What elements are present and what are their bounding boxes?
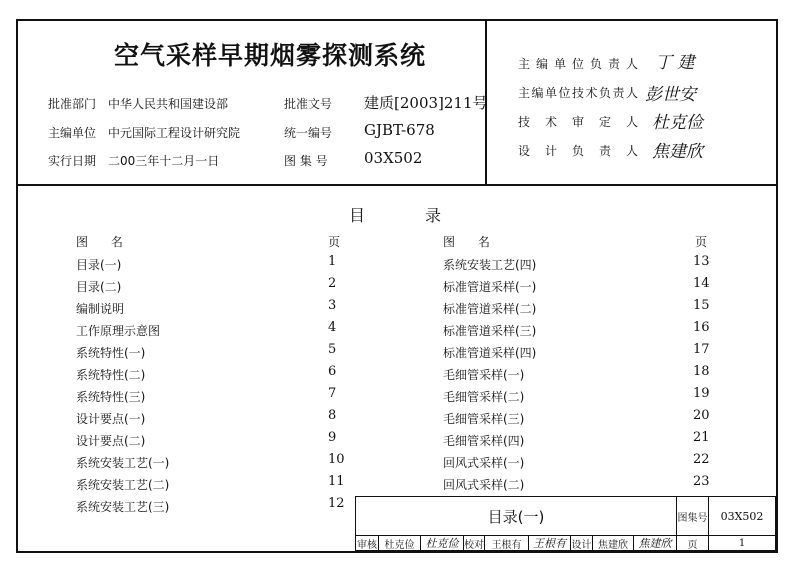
toc-entry-name: 系统特性(二) <box>76 368 146 382</box>
toc-entry-page: 22 <box>693 452 710 467</box>
toc-heading-left: 目 <box>349 206 366 225</box>
toc-entry[interactable] <box>443 474 723 496</box>
toc-entry[interactable] <box>76 342 356 364</box>
toc-entry-page: 10 <box>328 452 345 467</box>
toc-entry-page: 9 <box>328 430 337 445</box>
title-block <box>355 496 776 551</box>
page-label: 页 <box>677 536 709 550</box>
meta-value-approval-no: 建质[2003]211号 <box>364 94 488 112</box>
toc-entry[interactable] <box>443 342 723 364</box>
review-label: 审核 <box>356 536 379 550</box>
approval-row <box>356 536 775 550</box>
checker-signature: 王根有 <box>529 536 571 550</box>
meta-label-approval-dept: 批准部门 <box>48 97 97 111</box>
toc-entry[interactable] <box>443 276 723 298</box>
toc-entry[interactable] <box>443 386 723 408</box>
signature: 焦建欣 <box>652 142 703 162</box>
toc-entry[interactable] <box>443 452 723 474</box>
toc-entry[interactable] <box>76 276 356 298</box>
atlas-no-label: 图集号 <box>677 497 709 535</box>
toc-entry-name: 标准管道采样(四) <box>443 346 537 360</box>
toc-entry[interactable] <box>443 254 723 276</box>
toc-entry-name: 回风式采样(一) <box>443 456 525 470</box>
meta-value-approval-dept: 中华人民共和国建设部 <box>108 97 229 111</box>
meta-value-effective-date: 二00三年十二月一日 <box>108 154 220 168</box>
signatory-role: 技 术 审 定 人 <box>518 115 638 129</box>
meta-label-editor-unit: 主编单位 <box>48 126 97 140</box>
toc-entry-page: 16 <box>693 320 710 335</box>
toc-entry[interactable] <box>76 408 356 430</box>
design-label: 设计 <box>571 536 593 550</box>
toc-entry-name: 毛细管采样(四) <box>443 434 525 448</box>
signature: 丁 建 <box>655 53 695 73</box>
toc-entry-name: 毛细管采样(三) <box>443 412 525 426</box>
signature: 杜克俭 <box>652 113 703 133</box>
column-header-page: 页 <box>695 235 708 249</box>
toc-entry[interactable] <box>443 298 723 320</box>
header-divider <box>16 184 778 186</box>
toc-entry-page: 4 <box>328 320 337 335</box>
toc-entry-name: 系统安装工艺(一) <box>76 456 170 470</box>
toc-entry[interactable] <box>443 430 723 452</box>
toc-entry-page: 12 <box>328 496 345 511</box>
signature: 彭世安 <box>645 85 696 105</box>
meta-label-atlas-no: 图 集 号 <box>284 154 328 168</box>
toc-entry[interactable] <box>76 298 356 320</box>
signatory-role: 主 编 单 位 负 责 人 <box>518 57 638 71</box>
reviewer-name: 杜克俭 <box>379 536 421 550</box>
toc-entry[interactable] <box>76 430 356 452</box>
designer-signature: 焦建欣 <box>634 536 677 550</box>
designer-name: 焦建欣 <box>593 536 634 550</box>
toc-entry-name: 系统特性(三) <box>76 390 146 404</box>
toc-entry-page: 3 <box>328 298 337 313</box>
toc-entry-page: 6 <box>328 364 337 379</box>
meta-label-approval-no: 批准文号 <box>284 97 333 111</box>
column-header-name: 图 名 <box>443 235 490 249</box>
toc-entry-name: 标准管道采样(三) <box>443 324 537 338</box>
toc-entry-page: 7 <box>328 386 337 401</box>
toc-entry-page: 15 <box>693 298 710 313</box>
toc-entry[interactable] <box>76 320 356 342</box>
meta-label-unified-no: 统一编号 <box>284 126 333 140</box>
toc-entry-name: 系统安装工艺(二) <box>76 478 170 492</box>
meta-value-unified-no: GJBT-678 <box>364 121 435 139</box>
toc-entry[interactable] <box>76 254 356 276</box>
toc-entry-name: 目录(二) <box>76 280 122 294</box>
column-header-name: 图 名 <box>76 235 123 249</box>
toc-entry-page: 5 <box>328 342 337 357</box>
toc-entry-page: 11 <box>328 474 345 489</box>
toc-entry-name: 毛细管采样(二) <box>443 390 525 404</box>
meta-value-editor-unit: 中元国际工程设计研究院 <box>108 126 241 140</box>
toc-entry[interactable] <box>443 320 723 342</box>
toc-entry-page: 1 <box>328 254 337 269</box>
toc-entry-name: 标准管道采样(一) <box>443 280 537 294</box>
check-label: 校对 <box>464 536 485 550</box>
drawing-title: 目录(一) <box>356 497 677 535</box>
toc-entry-page: 17 <box>693 342 710 357</box>
toc-entry-page: 18 <box>693 364 710 379</box>
toc-right-list <box>443 254 723 496</box>
toc-entry[interactable] <box>76 364 356 386</box>
page-value: 1 <box>738 537 746 549</box>
toc-entry[interactable] <box>76 474 356 496</box>
toc-entry-name: 设计要点(二) <box>76 434 146 448</box>
checker-name: 王根有 <box>485 536 529 550</box>
toc-entry-name: 工作原理示意图 <box>76 324 161 338</box>
toc-entry-page: 2 <box>328 276 337 291</box>
signatory-role: 主编单位技术负责人 <box>518 86 638 100</box>
atlas-title: 空气采样早期烟雾探测系统 <box>113 41 426 70</box>
toc-entry-name: 设计要点(一) <box>76 412 146 426</box>
toc-entry[interactable] <box>76 386 356 408</box>
atlas-no-value: 03X502 <box>720 509 764 523</box>
toc-entry[interactable] <box>76 452 356 474</box>
toc-entry-name: 目录(一) <box>76 258 122 272</box>
toc-entry-page: 8 <box>328 408 337 423</box>
toc-entry-name: 编制说明 <box>76 302 125 316</box>
toc-entry-page: 23 <box>693 474 710 489</box>
toc-left-list <box>76 254 356 518</box>
toc-entry[interactable] <box>76 496 356 518</box>
toc-entry-page: 14 <box>693 276 710 291</box>
toc-entry-name: 系统特性(一) <box>76 346 146 360</box>
toc-entry-page: 19 <box>693 386 710 401</box>
signatory-role: 设 计 负 责 人 <box>518 144 638 158</box>
toc-entry[interactable] <box>443 408 723 430</box>
toc-entry-page: 13 <box>693 254 710 269</box>
reviewer-signature: 杜克俭 <box>421 536 464 550</box>
meta-label-effective-date: 实行日期 <box>48 154 97 168</box>
toc-heading-right: 录 <box>425 206 442 225</box>
meta-value-atlas-no: 03X502 <box>364 149 423 167</box>
toc-entry-page: 21 <box>693 430 710 445</box>
column-header-page: 页 <box>328 235 341 249</box>
toc-entry-page: 20 <box>693 408 710 423</box>
toc-entry[interactable] <box>443 364 723 386</box>
toc-entry-name: 标准管道采样(二) <box>443 302 537 316</box>
toc-entry-name: 系统安装工艺(三) <box>76 500 170 514</box>
toc-entry-name: 系统安装工艺(四) <box>443 258 537 272</box>
toc-entry-name: 毛细管采样(一) <box>443 368 525 382</box>
toc-entry-name: 回风式采样(二) <box>443 478 525 492</box>
